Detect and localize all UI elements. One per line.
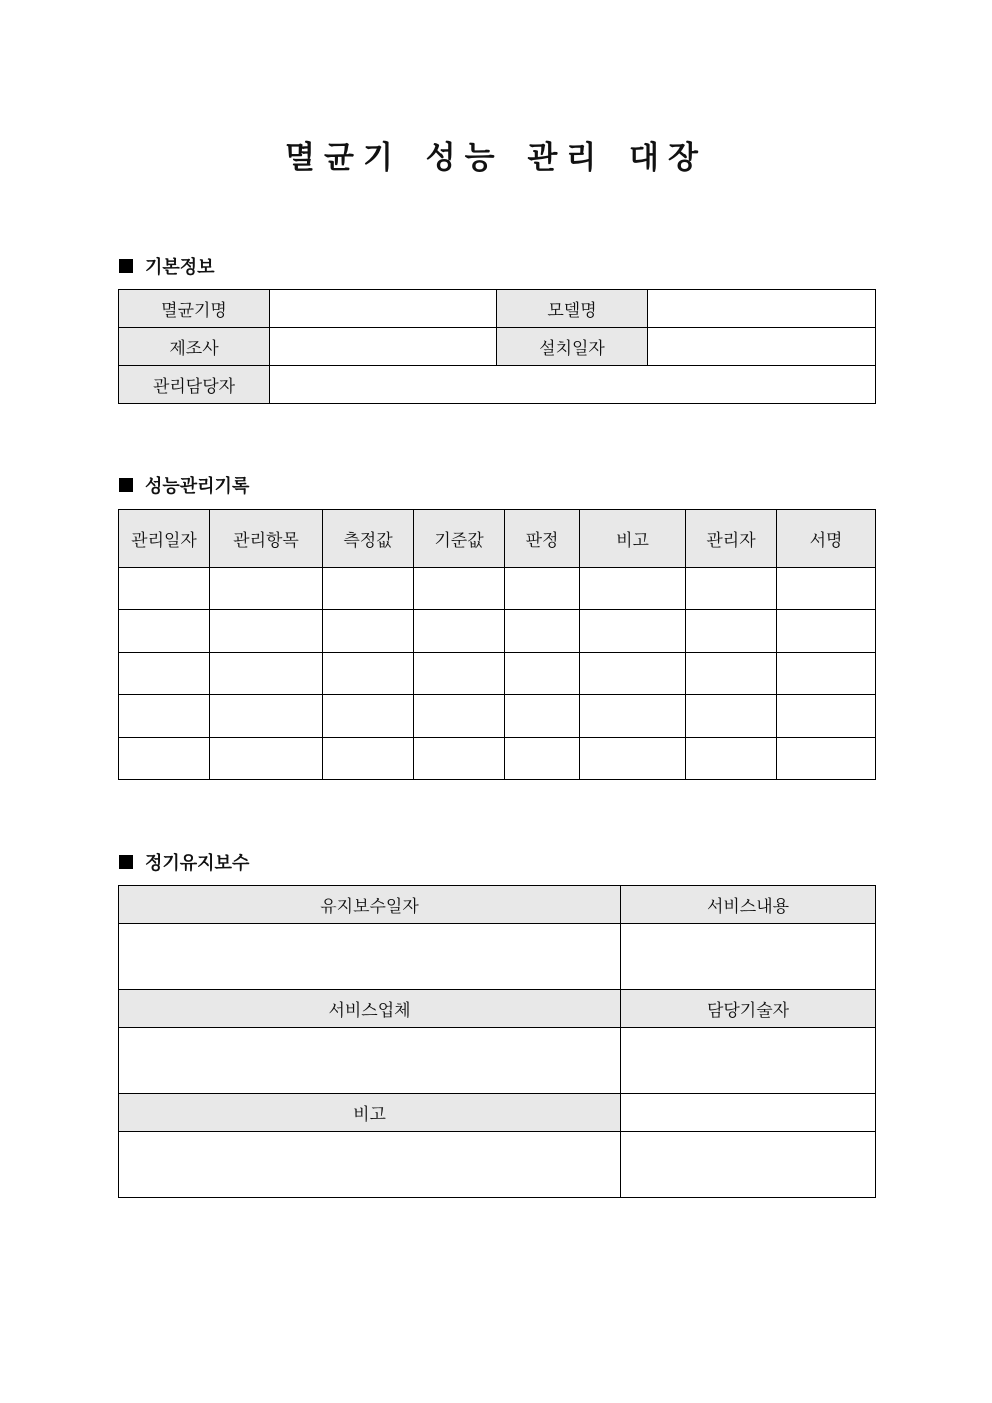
table-cell[interactable] — [686, 653, 777, 695]
column-header: 관리자 — [686, 510, 777, 568]
table-cell[interactable] — [414, 653, 505, 695]
sterilizer-name-label: 멸균기명 — [119, 290, 270, 328]
basic-info-heading-text: 기본정보 — [145, 257, 215, 278]
table-cell[interactable] — [414, 695, 505, 738]
table-cell[interactable] — [580, 568, 686, 610]
table-cell[interactable] — [119, 695, 210, 738]
remarks-label: 비고 — [119, 1094, 621, 1132]
column-header: 관리일자 — [119, 510, 210, 568]
table-cell[interactable] — [210, 738, 323, 780]
service-company-field[interactable] — [119, 1028, 621, 1094]
table-row — [119, 695, 876, 738]
manager-field[interactable] — [270, 366, 876, 404]
column-header: 비고 — [580, 510, 686, 568]
service-content-field[interactable] — [621, 924, 876, 990]
table-cell[interactable] — [505, 738, 580, 780]
install-date-label: 설치일자 — [497, 328, 648, 366]
column-header: 측정값 — [323, 510, 414, 568]
performance-heading — [119, 472, 249, 498]
table-cell[interactable] — [505, 568, 580, 610]
model-name-label: 모델명 — [497, 290, 648, 328]
remarks-side-bottom-field[interactable] — [621, 1132, 876, 1198]
table-cell[interactable] — [210, 610, 323, 653]
table-cell[interactable] — [777, 610, 876, 653]
table-row — [119, 610, 876, 653]
service-company-label: 서비스업체 — [119, 990, 621, 1028]
install-date-field[interactable] — [648, 328, 876, 366]
table-cell[interactable] — [505, 695, 580, 738]
maintenance-date-field[interactable] — [119, 924, 621, 990]
service-content-label: 서비스내용 — [621, 886, 876, 924]
square-bullet-icon — [119, 855, 133, 869]
table-cell[interactable] — [777, 695, 876, 738]
table-cell[interactable] — [580, 738, 686, 780]
manufacturer-label: 제조사 — [119, 328, 270, 366]
table-row — [119, 738, 876, 780]
basic-info-heading — [119, 253, 215, 279]
table-cell[interactable] — [119, 653, 210, 695]
table-cell[interactable] — [210, 653, 323, 695]
manager-label: 관리담당자 — [119, 366, 270, 404]
table-cell[interactable] — [686, 610, 777, 653]
maintenance-heading — [119, 849, 249, 875]
table-cell[interactable] — [580, 653, 686, 695]
manufacturer-field[interactable] — [270, 328, 497, 366]
column-header: 관리항목 — [210, 510, 323, 568]
page-title: 멸균기 성능 관리 대장 — [285, 140, 707, 176]
sterilizer-name-field[interactable] — [270, 290, 497, 328]
table-cell[interactable] — [414, 568, 505, 610]
maintenance-table — [118, 885, 876, 1198]
performance-table — [118, 509, 876, 780]
maintenance-date-label: 유지보수일자 — [119, 886, 621, 924]
table-cell[interactable] — [505, 653, 580, 695]
table-cell[interactable] — [777, 653, 876, 695]
table-row — [119, 568, 876, 610]
table-cell[interactable] — [323, 568, 414, 610]
table-cell[interactable] — [580, 695, 686, 738]
table-cell[interactable] — [505, 610, 580, 653]
maintenance-heading-text: 정기유지보수 — [145, 853, 250, 874]
table-cell[interactable] — [119, 568, 210, 610]
table-cell[interactable] — [323, 610, 414, 653]
performance-heading-text: 성능관리기록 — [145, 476, 250, 497]
table-cell[interactable] — [777, 568, 876, 610]
table-cell[interactable] — [119, 610, 210, 653]
table-cell[interactable] — [210, 695, 323, 738]
table-cell[interactable] — [686, 568, 777, 610]
table-cell[interactable] — [119, 738, 210, 780]
square-bullet-icon — [119, 478, 133, 492]
basic-info-table — [118, 289, 876, 404]
table-cell[interactable] — [323, 738, 414, 780]
remarks-side-top-field[interactable] — [621, 1094, 876, 1132]
table-cell[interactable] — [323, 653, 414, 695]
table-cell[interactable] — [210, 568, 323, 610]
square-bullet-icon — [119, 259, 133, 273]
column-header: 서명 — [777, 510, 876, 568]
column-header: 판정 — [505, 510, 580, 568]
model-name-field[interactable] — [648, 290, 876, 328]
technician-label: 담당기술자 — [621, 990, 876, 1028]
table-cell[interactable] — [580, 610, 686, 653]
table-row — [119, 653, 876, 695]
table-cell[interactable] — [777, 738, 876, 780]
remarks-field[interactable] — [119, 1132, 621, 1198]
table-cell[interactable] — [686, 695, 777, 738]
technician-field[interactable] — [621, 1028, 876, 1094]
table-cell[interactable] — [414, 610, 505, 653]
table-cell[interactable] — [323, 695, 414, 738]
table-cell[interactable] — [414, 738, 505, 780]
column-header: 기준값 — [414, 510, 505, 568]
table-cell[interactable] — [686, 738, 777, 780]
